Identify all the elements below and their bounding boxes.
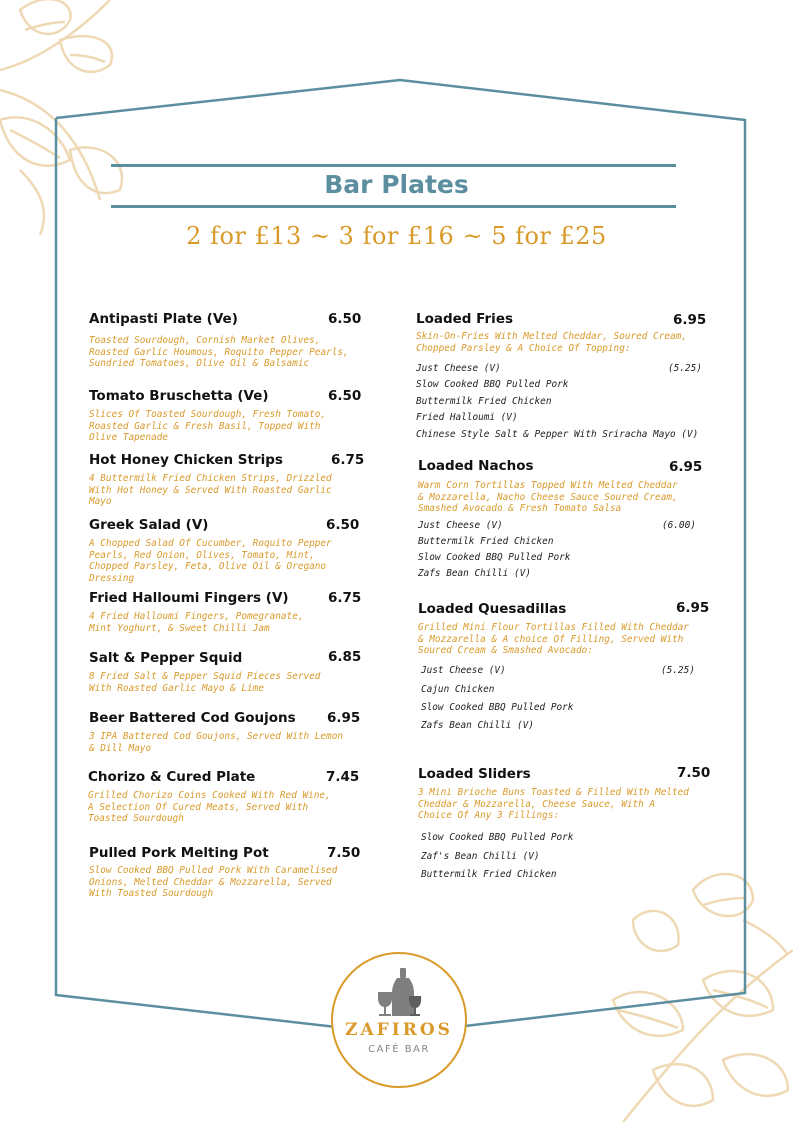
title-rule-bottom (111, 205, 676, 208)
option-label: Cajun Chicken (421, 684, 495, 695)
item-name: Antipasti Plate (Ve) (89, 311, 238, 327)
item-description: Slow Cooked BBQ Pulled Pork With Caramelised Onions, Melted Cheddar & Mozzarella, Served With Toasted Sourdough (89, 865, 338, 900)
option-price: (5.25) (668, 363, 702, 374)
item-description: Warm Corn Tortillas Topped With Melted Cheddar & Mozzarella, Nacho Cheese Sauce Soured Cream, Smashed Avocado & Fresh Tomato Salsa (418, 480, 678, 515)
item-name: Greek Salad (V) (89, 517, 209, 533)
item-description: 4 Fried Halloumi Fingers, Pomegranate, Mint Yoghurt, & Sweet Chilli Jam (89, 611, 304, 634)
item-name: Hot Honey Chicken Strips (89, 452, 283, 468)
item-description: 3 IPA Battered Cod Goujons, Served With Lemon & Dill Mayo (89, 731, 343, 754)
item-name: Chorizo & Cured Plate (88, 769, 256, 785)
option-price: (6.00) (662, 520, 696, 531)
item-price: 6.95 (673, 312, 707, 328)
option-label: Zaf's Bean Chilli (V) (421, 851, 540, 862)
item-description: 8 Fried Salt & Pepper Squid Pieces Served With Roasted Garlic Mayo & Lime (89, 671, 321, 694)
wine-glass-icon (373, 966, 427, 1018)
item-price: 6.95 (327, 710, 361, 726)
option-label: Buttermilk Fried Chicken (421, 869, 557, 880)
option-label: Slow Cooked BBQ Pulled Pork (421, 832, 574, 843)
item-price: 6.95 (676, 600, 710, 616)
item-price: 7.50 (677, 765, 711, 781)
item-price: 6.95 (669, 459, 703, 475)
item-price: 6.50 (328, 388, 362, 404)
item-price: 6.50 (328, 311, 362, 327)
item-name: Loaded Fries (416, 311, 514, 327)
option-label: Slow Cooked BBQ Pulled Pork (418, 552, 571, 563)
item-name: Pulled Pork Melting Pot (89, 845, 269, 861)
option-label: Just Cheese (V) (421, 665, 506, 676)
item-price: 6.50 (326, 517, 360, 533)
item-name: Loaded Nachos (418, 458, 534, 474)
option-label: Zafs Bean Chilli (V) (418, 568, 531, 579)
page-title: Bar Plates (324, 170, 469, 199)
item-name: Tomato Bruschetta (Ve) (89, 388, 269, 404)
option-label: Zafs Bean Chilli (V) (421, 720, 534, 731)
option-price: (5.25) (661, 665, 695, 676)
item-description: Skin-On-Fries With Melted Cheddar, Soured Cream, Chopped Parsley & A Choice Of Topping: (416, 331, 687, 354)
item-price: 6.85 (328, 649, 362, 665)
option-label: Slow Cooked BBQ Pulled Pork (416, 379, 569, 390)
item-name: Salt & Pepper Squid (89, 650, 243, 666)
item-description: Toasted Sourdough, Cornish Market Olives, Roasted Garlic Houmous, Roquito Pepper Pearls, Sundried Tomatoes, Olive Oil & Balsamic (89, 335, 349, 370)
option-label: Slow Cooked BBQ Pulled Pork (421, 702, 574, 713)
item-description: A Chopped Salad Of Cucumber, Roquito Pepper Pearls, Red Onion, Olives, Tomato, Mint, Chopped Parsley, Feta, Olive Oil & Oregano Dressing (89, 538, 332, 584)
item-name: Beer Battered Cod Goujons (89, 710, 296, 726)
logo-subtitle: CAFÉ BAR (368, 1044, 430, 1055)
option-label: Buttermilk Fried Chicken (418, 536, 554, 547)
item-price: 6.75 (328, 590, 362, 606)
item-name: Loaded Sliders (418, 766, 531, 782)
item-price: 6.75 (331, 452, 365, 468)
item-price: 7.45 (326, 769, 360, 785)
option-label: Buttermilk Fried Chicken (416, 396, 552, 407)
option-label: Just Cheese (V) (416, 363, 501, 374)
logo-name: ZAFIROS (345, 1020, 453, 1040)
item-name: Loaded Quesadillas (418, 601, 567, 617)
item-description: Grilled Chorizo Coins Cooked With Red Wine, A Selection Of Cured Meats, Served With Toasted Sourdough (88, 790, 331, 825)
title-rule-top (111, 164, 676, 167)
item-price: 7.50 (327, 845, 361, 861)
item-description: Slices Of Toasted Sourdough, Fresh Tomato, Roasted Garlic & Fresh Basil, Topped With Olive Tapenade (89, 409, 327, 444)
item-description: 4 Buttermilk Fried Chicken Strips, Drizzled With Hot Honey & Served With Roasted Garlic Mayo (89, 473, 332, 508)
option-label: Just Cheese (V) (418, 520, 503, 531)
item-name: Fried Halloumi Fingers (V) (89, 590, 289, 606)
cafe-logo (331, 952, 467, 1088)
option-label: Chinese Style Salt & Pepper With Sriracha Mayo (V) (416, 429, 699, 440)
option-label: Fried Halloumi (V) (416, 412, 518, 423)
item-description: Grilled Mini Flour Tortillas Filled With Cheddar & Mozzarella & A choice Of Filling, Served With Soured Cream & Smashed Avocado: (418, 622, 689, 657)
item-description: 3 Mini Brioche Buns Toasted & Filled With Melted Cheddar & Mozzarella, Cheese Sauce, With A Choice Of Any 3 Fillings: (418, 787, 689, 822)
deal-pricing: 2 for £13 ~ 3 for £16 ~ 5 for £25 (186, 222, 607, 250)
